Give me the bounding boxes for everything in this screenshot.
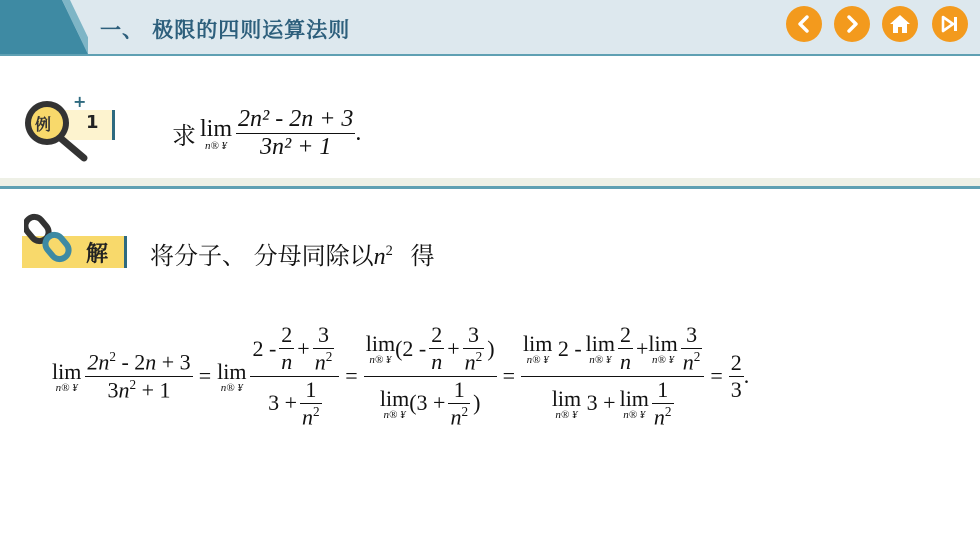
- limit-operator: lim n® ¥: [52, 358, 82, 394]
- result-fraction: [729, 350, 744, 403]
- solution-badge: [22, 212, 132, 272]
- end-punct: .: [743, 363, 750, 388]
- problem-statement: [172, 106, 361, 161]
- svg-text:+: +: [73, 96, 87, 111]
- limit-operator: [200, 116, 232, 152]
- step1-fraction: $\frac{2n^2 - 2n + 3}{3n^2 + 1}$: [87, 349, 191, 402]
- limit-operator: lim n® ¥: [217, 358, 247, 394]
- home-button[interactable]: [882, 6, 918, 42]
- chain-link-icon: [24, 212, 78, 264]
- problem-denominator: 3n² + 1: [260, 134, 332, 160]
- lim-word: lim: [200, 115, 233, 142]
- result-denominator: 3: [730, 376, 742, 402]
- example-badge: [22, 96, 114, 162]
- prev-button[interactable]: [786, 6, 822, 42]
- equals-sign: =: [198, 363, 212, 388]
- skip-end-icon: [940, 15, 960, 33]
- last-page-button[interactable]: [932, 6, 968, 42]
- solution-derivation: [52, 306, 932, 446]
- problem-numerator: 2n² - 2n + 3: [238, 106, 354, 132]
- band-shadow: [0, 178, 980, 186]
- header-tab-decoration: [0, 0, 88, 54]
- equals-sign: =: [710, 363, 723, 388]
- equals-sign: =: [502, 363, 515, 388]
- section-title: 一、 极限的四则运算法则: [100, 18, 351, 42]
- result-numerator: 2: [730, 349, 742, 375]
- step4-fraction: lim n® ¥ 2 - lim n® ¥ $\frac{2}{n}$ + lim n® ¥ $\frac{3}{n^2}$ lim n® ¥ 3 + lim n® ¥ $\frac{1}{n^2}$: [521, 322, 704, 430]
- magnifier-icon: [22, 96, 92, 162]
- lim-subscript: n® ¥: [204, 139, 228, 152]
- equals-sign: =: [345, 363, 358, 388]
- step3-fraction: lim n® ¥ (2 - $\frac{2}{n}$ + $\frac{3}{n^2}$ ) lim n® ¥ (3 + $\frac{1}{n^2}$ ): [365, 322, 495, 429]
- solution-intro: [150, 236, 434, 271]
- band-divider: [0, 186, 980, 189]
- example-char: 例: [35, 115, 52, 134]
- end-punct: .: [355, 120, 362, 146]
- header-bar: [0, 0, 980, 56]
- problem-fraction: [236, 106, 355, 161]
- solution-intro-text: 将分子、 分母同除以: [150, 242, 374, 270]
- step2-fraction: 2 - $\frac{2}{n}$ + $\frac{3}{n^2}$ 3 + $\frac{1}{n^2}$: [250, 322, 339, 430]
- chevron-right-icon: [843, 15, 861, 33]
- example-number: 1: [86, 112, 99, 133]
- chevron-left-icon: [795, 15, 813, 33]
- next-button[interactable]: [834, 6, 870, 42]
- solution-exp: 2: [385, 243, 393, 259]
- prompt-char: 求: [172, 122, 196, 150]
- solution-label: 解: [86, 242, 109, 267]
- solution-var: n: [373, 244, 386, 270]
- solution-after-text: 得: [410, 242, 435, 270]
- home-icon: [889, 14, 911, 34]
